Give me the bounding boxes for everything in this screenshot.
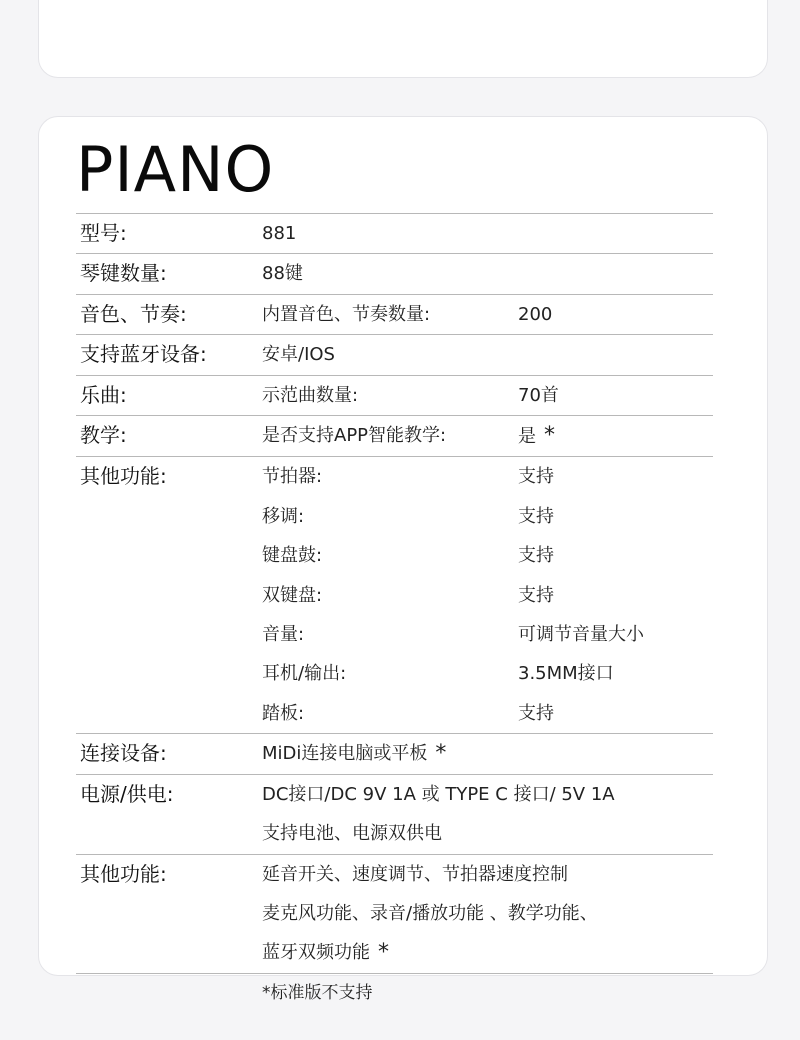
- spec-line: [262, 933, 713, 972]
- spec-label: 音色、节奏:: [80, 301, 187, 326]
- spec-value: [518, 536, 713, 575]
- spec-value-text: 70首: [518, 384, 559, 406]
- spec-content: [262, 734, 713, 773]
- spec-content: [262, 457, 713, 733]
- spec-value: [518, 615, 713, 654]
- spec-value-text: 是: [518, 426, 536, 448]
- spec-row: [76, 775, 713, 855]
- spec-label: 其他功能:: [80, 861, 167, 886]
- spec-value: [518, 457, 713, 496]
- spec-key: 音量:: [262, 624, 305, 646]
- footnote: *标准版不支持: [262, 983, 373, 1003]
- spec-key: 节拍器:: [262, 466, 323, 488]
- spec-key: 内置音色、节奏数量:: [262, 303, 431, 325]
- spec-row: [76, 855, 713, 974]
- spec-label: 连接设备:: [80, 741, 167, 766]
- spec-row: [76, 376, 713, 416]
- spec-key: 踏板:: [262, 702, 305, 724]
- spec-value-text: 支持: [518, 545, 554, 567]
- spec-key: 双键盘:: [262, 584, 323, 606]
- spec-text: 麦克风功能、录音/播放功能 、教学功能、: [262, 902, 598, 924]
- spec-key: 耳机/输出:: [262, 663, 347, 685]
- spec-value: [518, 376, 713, 415]
- spec-content: [262, 376, 713, 415]
- spec-value-text: 支持: [518, 505, 554, 527]
- spec-value: [518, 497, 713, 536]
- spec-key: 移调:: [262, 505, 305, 527]
- spec-line: [262, 497, 713, 536]
- spec-text: DC接口/DC 9V 1A 或 TYPE C 接口/ 5V 1A: [262, 783, 615, 805]
- spec-value-text: 3.5MM接口: [518, 663, 614, 685]
- spec-line: [262, 576, 713, 615]
- spec-text: 881: [262, 223, 297, 244]
- spec-line: [262, 694, 713, 733]
- spec-label: 电源/供电:: [80, 781, 174, 806]
- spec-line: [262, 734, 713, 773]
- spec-text: 安卓/IOS: [262, 344, 335, 366]
- spec-text: 支持电池、电源双供电: [262, 823, 442, 845]
- spec-label: 琴键数量:: [80, 261, 167, 286]
- spec-label: 乐曲:: [80, 382, 127, 407]
- top-card: [38, 0, 768, 78]
- asterisk-mark: *: [435, 741, 447, 767]
- spec-label: 其他功能:: [80, 464, 167, 489]
- spec-row: [76, 295, 713, 335]
- product-title: PIANO: [76, 133, 275, 206]
- spec-text: 延音开关、速度调节、节拍器速度控制: [262, 863, 568, 885]
- spec-line: [262, 214, 713, 253]
- spec-line: [262, 814, 713, 853]
- spec-value: [518, 694, 713, 733]
- spec-value-text: 支持: [518, 702, 554, 724]
- spec-line: [262, 855, 713, 894]
- spec-content: [262, 214, 713, 253]
- spec-key: 键盘鼓:: [262, 545, 323, 567]
- spec-value-text: 支持: [518, 466, 554, 488]
- spec-row: [76, 416, 713, 457]
- spec-content: [262, 254, 713, 293]
- spec-key: 示范曲数量:: [262, 384, 359, 406]
- spec-label: 教学:: [80, 423, 127, 448]
- spec-row: [76, 457, 713, 734]
- asterisk-mark: *: [378, 940, 389, 966]
- spec-value: [518, 416, 713, 456]
- spec-line: [262, 416, 713, 456]
- spec-line: [262, 615, 713, 654]
- spec-line: [262, 536, 713, 575]
- spec-label: 型号:: [80, 221, 127, 245]
- spec-table: [76, 213, 713, 974]
- spec-content: [262, 775, 713, 854]
- spec-text: 88键: [262, 263, 303, 285]
- spec-label: 支持蓝牙设备:: [80, 342, 207, 367]
- spec-line: [262, 295, 713, 334]
- spec-line: [262, 254, 713, 293]
- spec-content: [262, 335, 713, 374]
- spec-line: [262, 376, 713, 415]
- spec-value: [518, 295, 713, 334]
- spec-line: [262, 335, 713, 374]
- spec-row: [76, 734, 713, 774]
- spec-line: [262, 894, 713, 933]
- spec-content: [262, 295, 713, 334]
- spec-text: 蓝牙双频功能: [262, 942, 370, 964]
- spec-value: [518, 654, 713, 693]
- spec-line: [262, 457, 713, 496]
- spec-value-text: 支持: [518, 584, 554, 606]
- spec-line: [262, 775, 713, 814]
- spec-value: [518, 576, 713, 615]
- asterisk-mark: *: [544, 423, 555, 449]
- spec-row: [76, 254, 713, 294]
- spec-text: MiDi连接电脑或平板: [262, 743, 428, 765]
- spec-value-text: 200: [518, 303, 553, 325]
- spec-row: [76, 214, 713, 254]
- spec-value-text: 可调节音量大小: [518, 624, 644, 646]
- spec-content: [262, 416, 713, 456]
- spec-content: [262, 855, 713, 973]
- spec-key: 是否支持APP智能教学:: [262, 425, 447, 447]
- spec-line: [262, 654, 713, 693]
- spec-row: [76, 335, 713, 375]
